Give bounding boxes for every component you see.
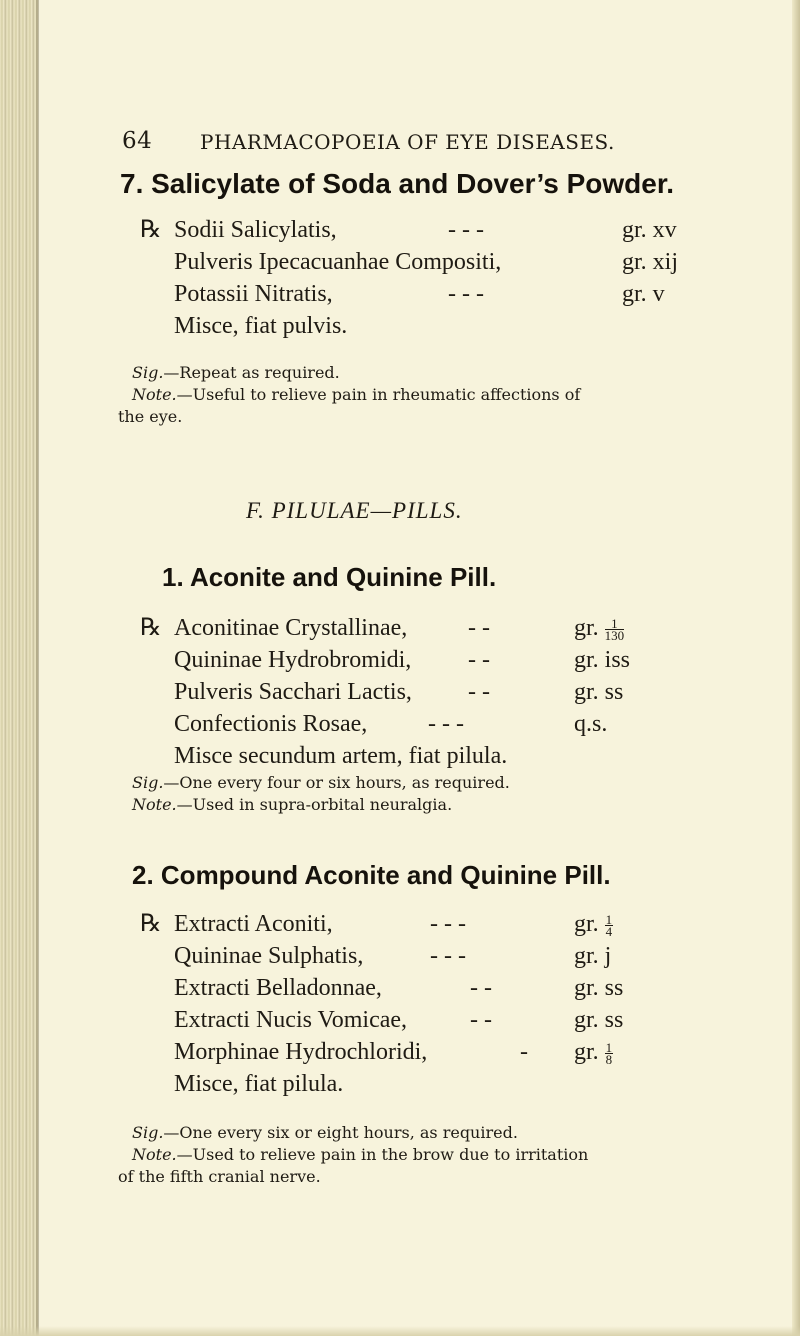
ingredient-name: Morphinae Hydrochloridi, <box>174 1039 428 1065</box>
ingredient-dashes: - - <box>470 975 492 1001</box>
sig-line <box>132 772 772 794</box>
note-label: Note. <box>132 1145 177 1164</box>
section-1-notes <box>132 772 772 816</box>
ingredient-dashes: - - - <box>430 911 466 937</box>
note-continuation: of the fifth cranial nerve. <box>118 1167 321 1186</box>
section-2-prescription <box>140 908 780 1100</box>
fraction-denominator: 130 <box>604 627 625 643</box>
ingredient-name: Quininae Sulphatis, <box>174 943 364 969</box>
ingredient-dose: gr. xv <box>622 217 677 243</box>
ingredient-dashes: - - - <box>428 711 464 737</box>
sig-label: Sig. <box>132 363 164 382</box>
note-text: —Useful to relieve pain in rheumatic affections of <box>176 385 581 404</box>
section-1-prescription <box>140 612 780 772</box>
ingredient-dose: gr. ss <box>574 975 624 1001</box>
sig-label: Sig. <box>132 773 164 792</box>
rx-line <box>140 644 780 676</box>
page-bottom-edge <box>0 1326 800 1336</box>
ingredient-dose <box>574 908 613 940</box>
note-text: —Used in supra-orbital neuralgia. <box>176 795 453 814</box>
ingredient-dashes: - - - <box>430 943 466 969</box>
running-title: PHARMACOPOEIA OF EYE DISEASES. <box>200 130 615 154</box>
ingredient-name: Pulveris Ipecacuanhae Compositi, <box>174 249 502 275</box>
note-line <box>132 794 772 816</box>
note-label: Note. <box>132 795 177 814</box>
ingredient-dashes: - - - <box>448 217 484 243</box>
dose-prefix: gr. <box>574 615 599 641</box>
ingredient-name: Aconitinae Crystallinae, <box>174 615 408 641</box>
misce-instruction: Misce, fiat pulvis. <box>174 313 348 339</box>
rx-misce-line <box>140 1068 780 1100</box>
misce-instruction: Misce, fiat pilula. <box>174 1071 344 1097</box>
sig-line <box>118 1122 788 1144</box>
ingredient-name: Extracti Aconiti, <box>174 911 333 937</box>
ingredient-dose: gr. ss <box>574 1007 624 1033</box>
rx-misce-line <box>140 740 780 772</box>
ingredient-dose <box>574 612 624 644</box>
rx-line <box>140 708 780 740</box>
sig-label: Sig. <box>132 1123 164 1142</box>
ingredient-dose: gr. j <box>574 943 612 969</box>
ingredient-dose: gr. iss <box>574 647 631 673</box>
note-continuation: the eye. <box>118 407 183 426</box>
section-7-title: 7. Salicylate of Soda and Dover’s Powder. <box>120 168 674 199</box>
rx-symbol: ℞ <box>140 615 162 641</box>
rx-misce-line <box>140 310 780 342</box>
rx-line <box>140 214 780 246</box>
ingredient-dashes: - - <box>468 647 490 673</box>
page-right-edge <box>792 0 800 1336</box>
dose-fraction <box>604 615 625 643</box>
rx-line <box>140 676 780 708</box>
ingredient-name: Pulveris Sacchari Lactis, <box>174 679 412 705</box>
dose-fraction <box>605 911 614 939</box>
ingredient-name: Quininae Hydrobromidi, <box>174 647 412 673</box>
page-gutter-edge <box>36 0 39 1336</box>
rx-line <box>140 1036 780 1068</box>
sig-text: —Repeat as required. <box>163 363 340 382</box>
ingredient-dashes: - - - <box>448 281 484 307</box>
rx-symbol: ℞ <box>140 217 162 243</box>
rx-line <box>140 972 780 1004</box>
section-1-title: 1. Aconite and Quinine Pill. <box>162 562 497 592</box>
subsection-title: F. PILULAE—PILLS. <box>246 498 463 523</box>
ingredient-dose: gr. ss <box>574 679 624 705</box>
section-7-prescription <box>140 214 780 342</box>
ingredient-name: Sodii Salicylatis, <box>174 217 337 243</box>
note-label: Note. <box>132 385 177 404</box>
sig-text: —One every six or eight hours, as required. <box>163 1123 518 1142</box>
rx-symbol: ℞ <box>140 911 162 937</box>
ingredient-name: Extracti Belladonnae, <box>174 975 382 1001</box>
fraction-denominator: 8 <box>605 1051 613 1067</box>
misce-instruction: Misce secundum artem, fiat pilula. <box>174 743 508 769</box>
ingredient-name: Potassii Nitratis, <box>174 281 333 307</box>
ingredient-dashes: - - <box>470 1007 492 1033</box>
rx-line <box>140 246 780 278</box>
dose-prefix: gr. <box>574 1039 599 1065</box>
fraction-numerator: 1 <box>605 911 613 927</box>
fraction-denominator: 4 <box>605 923 613 939</box>
ingredient-dashes: - - <box>468 679 490 705</box>
note-line <box>118 1144 788 1166</box>
rx-line <box>140 1004 780 1036</box>
ingredient-name: Extracti Nucis Vomicae, <box>174 1007 408 1033</box>
rx-line <box>140 612 780 644</box>
rx-line <box>140 940 780 972</box>
fraction-numerator: 1 <box>605 618 625 630</box>
rx-line <box>140 278 780 310</box>
book-spine-shadow <box>0 0 38 1336</box>
ingredient-dose: gr. xij <box>622 249 679 275</box>
section-7-notes <box>118 362 778 428</box>
sig-text: —One every four or six hours, as required. <box>163 773 510 792</box>
ingredient-dashes: - <box>520 1039 528 1065</box>
dose-prefix: gr. <box>574 911 599 937</box>
ingredient-name: Confectionis Rosae, <box>174 711 368 737</box>
note-text: —Used to relieve pain in the brow due to irritation <box>176 1145 589 1164</box>
ingredient-dose: q.s. <box>574 711 608 737</box>
dose-fraction <box>605 1039 614 1067</box>
rx-line <box>140 908 780 940</box>
page-number: 64 <box>122 128 153 154</box>
fraction-numerator: 1 <box>605 1039 613 1055</box>
ingredient-dashes: - - <box>468 615 490 641</box>
ingredient-dose <box>574 1036 613 1068</box>
note-line <box>118 384 778 406</box>
sig-line <box>118 362 778 384</box>
section-2-notes <box>118 1122 788 1188</box>
ingredient-dose: gr. v <box>622 281 665 307</box>
section-2-title: 2. Compound Aconite and Quinine Pill. <box>132 860 611 890</box>
